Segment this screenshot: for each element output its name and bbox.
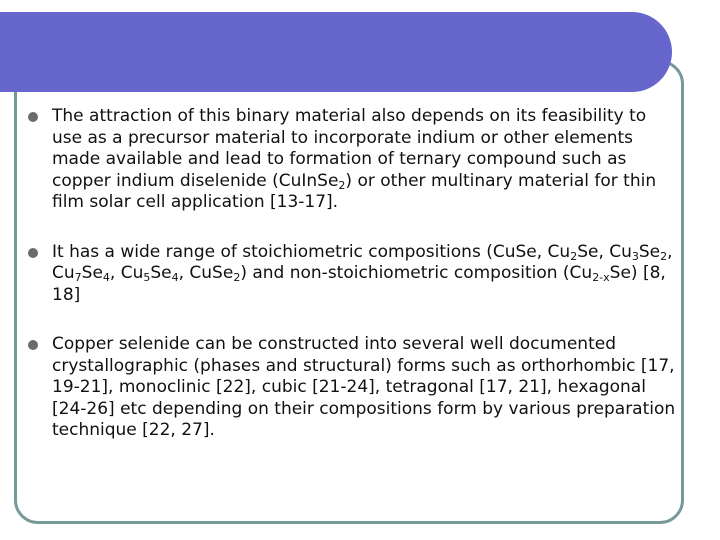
bullet-item [28,106,680,214]
bullet-item [28,242,680,307]
bullet-dot-icon [28,248,38,258]
bullet-dot-icon [28,340,38,350]
bullet-text: The attraction of this binary material also depends on its feasibility to use as a precursor material to incorporate indium or other elements made available and lead to formation of ternary compound such as copper indium diselenide (CuInSe$_2$) or other multinary material for thin film solar cell application [13-17]. [52,106,657,212]
title-bar [0,12,672,92]
bullet-text: It has a wide range of stoichiometric compositions (CuSe, $Cu_2Se$, $Cu_3Se_2$, $Cu_7Se_4$, $Cu_5Se_4$, CuSe$_2$) and non-stoichiometric composition $(Cu_{2-x}Se)$ [8, 18] [52,241,673,305]
bullet-dot-icon [28,112,38,122]
bullet-text: Copper selenide can be constructed into several well documented crystallographic (phases and structural) forms such as orthorhombic [17, 19-21], monoclinic [22], cubic [21-24], tetragonal [17, 21], hexagonal [24-26] etc depending on their compositions form by various preparation technique [22, 27]. [52,334,676,440]
bullet-list [28,106,680,442]
bullet-item [28,334,680,442]
